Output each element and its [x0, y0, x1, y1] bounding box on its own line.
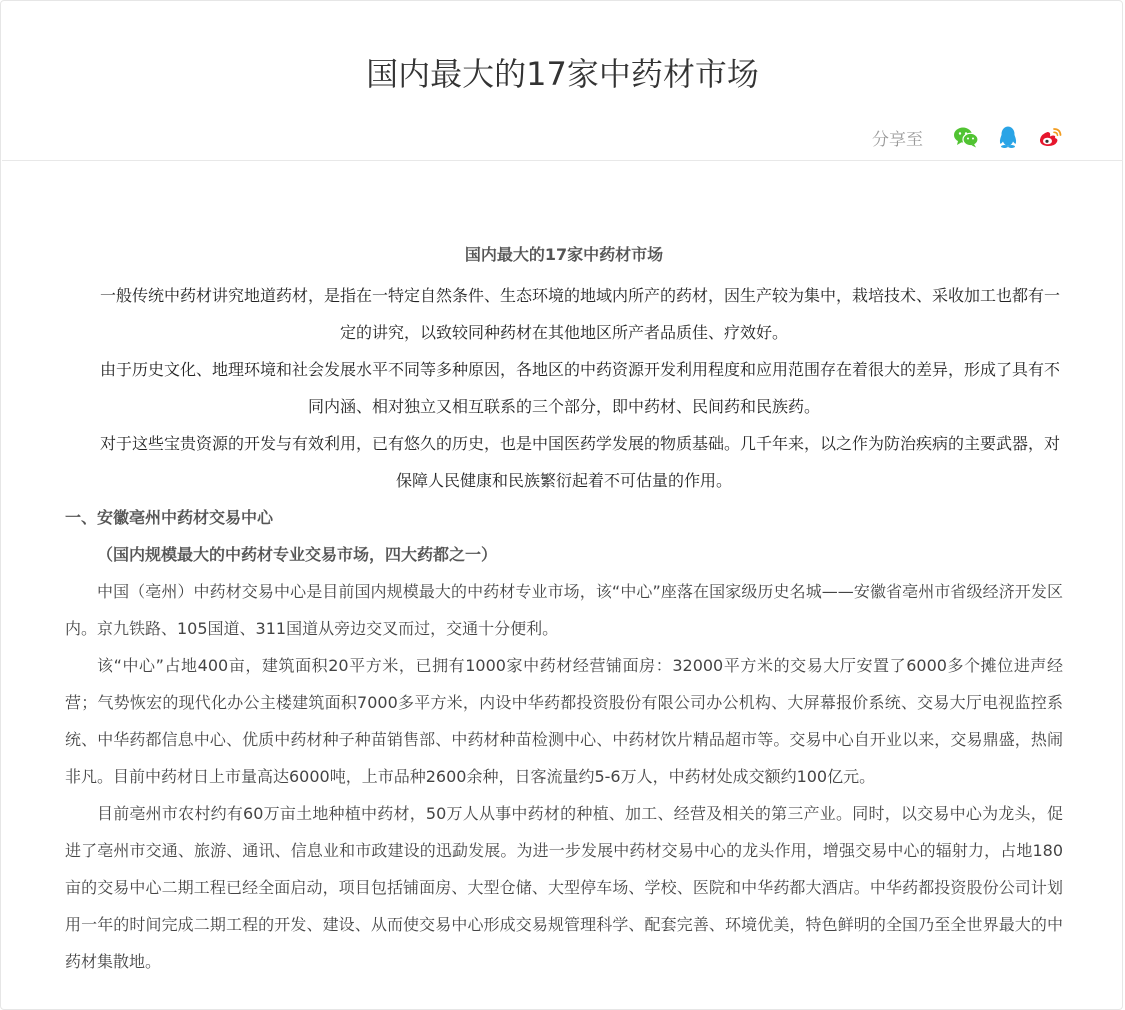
article-header — [2, 2, 1123, 161]
section-subheading: （国内规模最大的中药材专业交易市场，四大药都之一） — [97, 545, 498, 564]
share-label: 分享至 — [872, 129, 923, 150]
share-bar — [872, 123, 1063, 151]
qq-icon[interactable] — [995, 124, 1021, 150]
intro-paragraph: 由于历史文化、地理环境和社会发展水平不同等多种原因，各地区的中药资源开发利用程度和应用范围存在着很大的差异，形成了具有不同内涵、相对独立又相互联系的三个部分，即中药材、民间药和民族药。 — [99, 360, 1060, 416]
article-body — [65, 239, 1063, 980]
page-title: 国内最大的17家中药材市场 — [366, 55, 759, 93]
section-heading: 一、安徽亳州中药材交易中心 — [65, 508, 274, 527]
article-title: 国内最大的17家中药材市场 — [464, 245, 664, 264]
intro-paragraph: 一般传统中药材讲究地道药材，是指在一特定自然条件、生态环境的地域内所产的药材，因生产较为集中，栽培技术、采收加工也都有一定的讲究，以致较同种药材在其他地区所产者品质佳、疗效好。 — [99, 286, 1060, 342]
body-paragraph: 目前亳州市农村约有60万亩土地种植中药材，50万人从事中药材的种植、加工、经营及相关的第三产业。同时，以交易中心为龙头，促进了亳州市交通、旅游、通讯、信息业和市政建设的迅勐发展。为进一步发展中药材交易中心的龙头作用，增强交易中心的辐射力，占地180亩的交易中心二期工程已经全面启动，项目包括铺面房、大型仓储、大型停车场、学校、医院和中华药都大酒店。中华药都投资股份公司计划用一年的时间完成二期工程的开发、建设、从而使交易中心形成交易规管理科学、配套完善、环境优美，特色鲜明的全国乃至全世界最大的中药材集散地。 — [65, 804, 1063, 971]
weibo-icon[interactable] — [1037, 124, 1063, 150]
body-paragraph: 该“中心”占地400亩，建筑面积20平方米，已拥有1000家中药材经营铺面房：32000平方米的交易大厅安置了6000多个摊位进声经营；气势恢宏的现代化办公主楼建筑面积7000多平方米，内设中华药都投资股份有限公司办公机构、大屏幕报价系统、交易大厅电视监控系统、中华药都信息中心、优质中药材种子种苗销售部、中药材种苗检测中心、中药材饮片精品超市等。交易中心自开业以来，交易鼎盛，热闹非凡。目前中药材日上市量高达6000吨，上市品种2600余种，日客流量约5-6万人，中药材处成交额约100亿元。 — [65, 656, 1063, 786]
intro-paragraph: 对于这些宝贵资源的开发与有效利用，已有悠久的历史，也是中国医药学发展的物质基础。几千年来，以之作为防治疾病的主要武器，对保障人民健康和民族繁衍起着不可估量的作用。 — [99, 434, 1060, 490]
wechat-icon[interactable] — [953, 124, 979, 150]
body-paragraph: 中国（亳州）中药材交易中心是目前国内规模最大的中药材专业市场，该“中心”座落在国家级历史名城——安徽省亳州市省级经济开发区内。京九铁路、105国道、311国道从旁边交叉而过，交通十分便利。 — [65, 582, 1063, 638]
